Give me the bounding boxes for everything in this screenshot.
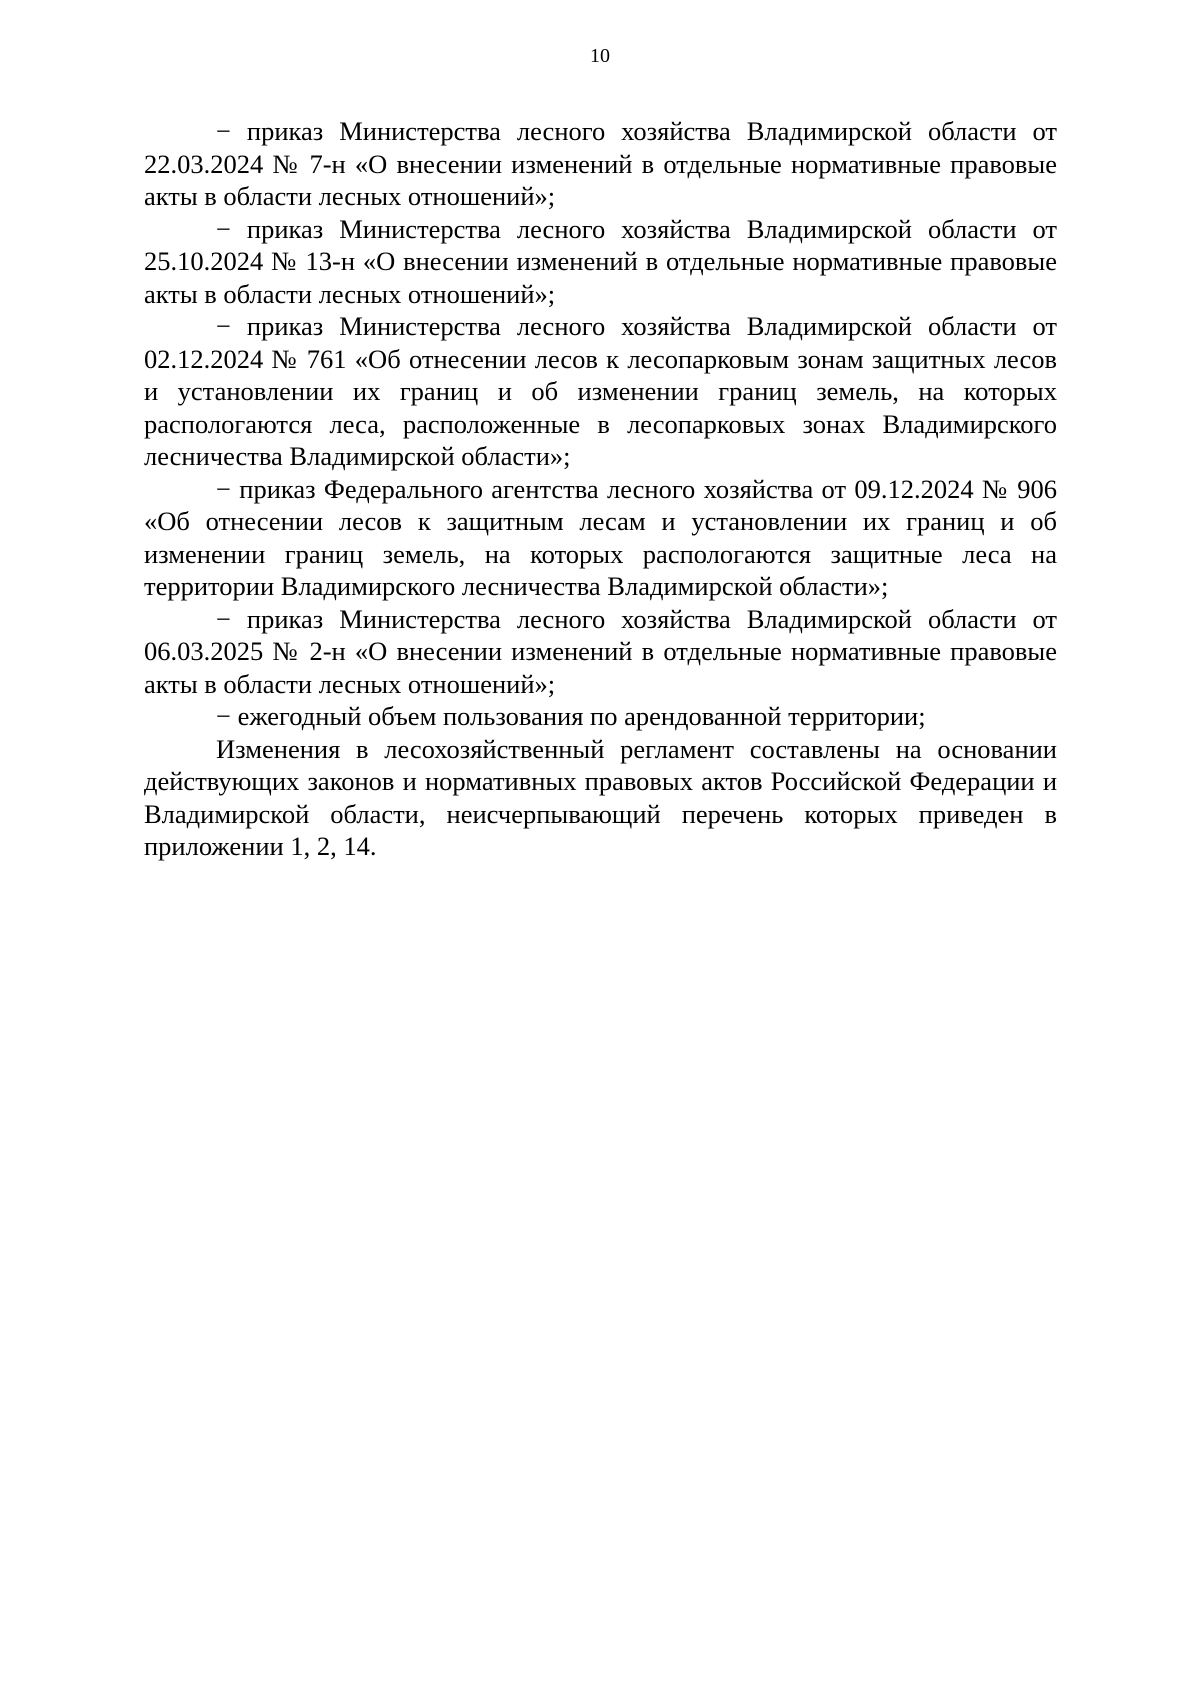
list-item-order-2n: − приказ Министерства лесного хозяйства Владимирской области от 06.03.2025 № 2-н «О внесении изменений в отдельные нормативные правовые акты в области лесных отношений»; bbox=[144, 603, 1057, 699]
list-item-annual-volume: − ежегодный объем пользования по арендованной территории; bbox=[216, 701, 926, 731]
list-item-order-13n: − приказ Министерства лесного хозяйства Владимирской области от 25.10.2024 № 13-н «О внесении изменений в отдельные нормативные правовые акты в области лесных отношений»; bbox=[144, 213, 1057, 309]
page-number: 10 bbox=[590, 45, 610, 67]
list-item-order-906: − приказ Федерального агентства лесного хозяйства от 09.12.2024 № 906 «Об отнесении лесов к защитным лесам и установлении их границ и об изменении границ земель, на которых распологаются защитные леса на территории Владимирского лесничества Владимирской области»; bbox=[144, 473, 1057, 601]
list-item-order-7n: − приказ Министерства лесного хозяйства Владимирской области от 22.03.2024 № 7-н «О внесении изменений в отдельные нормативные правовые акты в области лесных отношений»; bbox=[144, 116, 1057, 211]
document-body bbox=[144, 115, 1057, 863]
closing-paragraph: Изменения в лесохозяйственный регламент составлены на основании действующих законов и нормативных правовых актов Российской Федерации и Владимирской области, неисчерпывающий перечень которых приведен в приложении 1, 2, 14. bbox=[144, 733, 1057, 861]
list-item-order-761: − приказ Министерства лесного хозяйства Владимирской области от 02.12.2024 № 761 «Об отнесении лесов к лесопарковым зонам защитных лесов и установлении их границ и об изменении границ земель, на которых распологаются леса, расположенные в лесопарковых зонах Владимирского лесничества Владимирской области»; bbox=[144, 311, 1057, 471]
